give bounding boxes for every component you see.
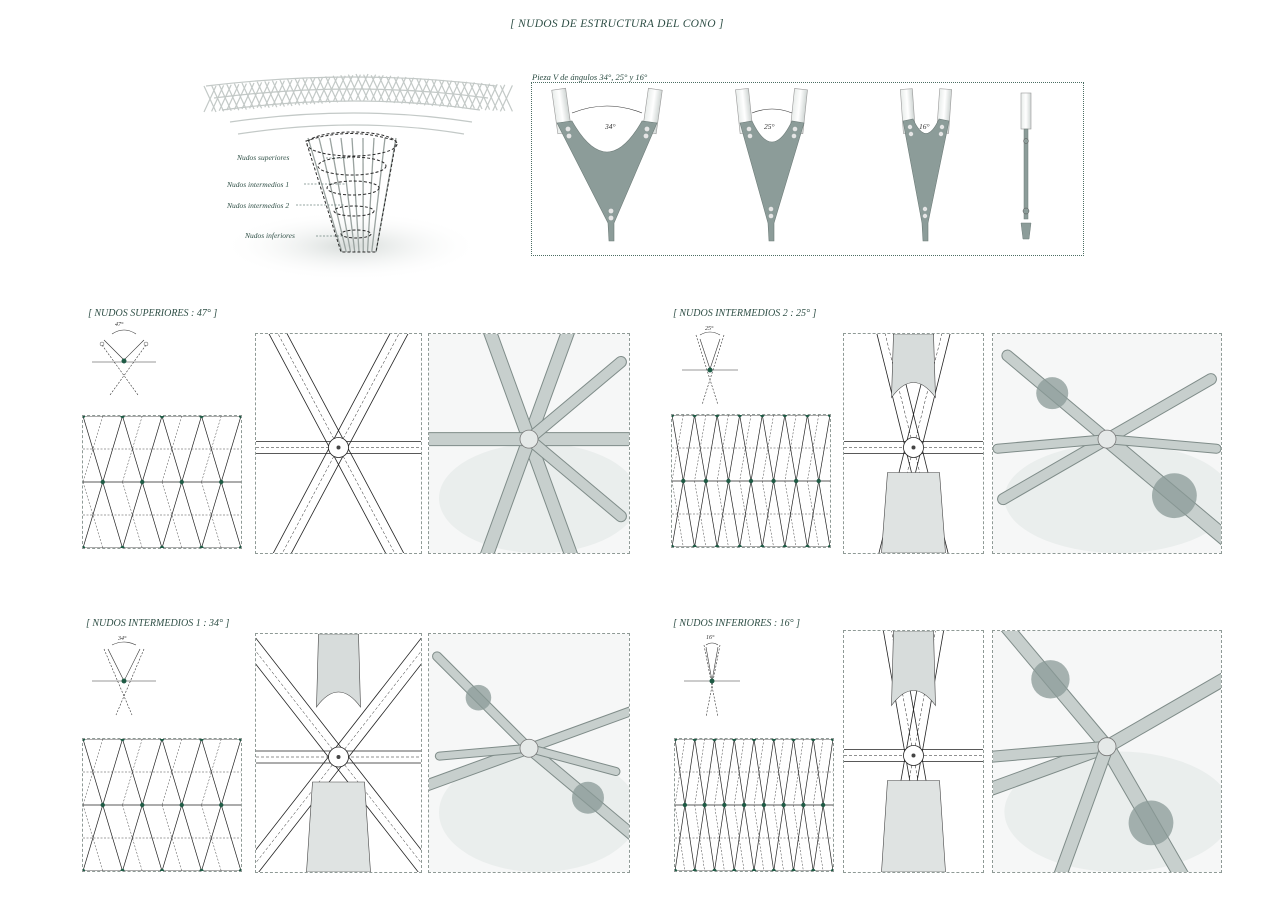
pieza-v-34 — [552, 88, 663, 241]
node-plan-inferiores — [843, 630, 984, 873]
cone-perspective — [196, 56, 516, 281]
label-leader-lines — [290, 150, 350, 240]
angle-label-inferiores: 16° — [706, 635, 715, 641]
label-nudos-inferiores: Nudos inferiores — [245, 231, 295, 240]
node-render-superiores — [428, 333, 630, 554]
angle-diagram-intermedios-1 — [90, 635, 160, 722]
node-render-intermedios-1 — [428, 633, 630, 873]
section-title-intermedios-2: [ NUDOS INTERMEDIOS 2 : 25° ] — [673, 308, 817, 319]
pieza-side-view — [1021, 93, 1031, 239]
pieza-angle-34: 34° — [605, 122, 616, 131]
pieza-angle-25: 25° — [764, 122, 775, 131]
pieza-v-16 — [900, 89, 951, 241]
section-title-inferiores: [ NUDOS INFERIORES : 16° ] — [673, 618, 801, 629]
label-nudos-intermedios-2: Nudos intermedios 2 — [227, 201, 290, 210]
angle-label-intermedios-1: 34° — [118, 636, 127, 642]
node-plan-intermedios-1 — [255, 633, 422, 873]
section-title-intermedios-1: [ NUDOS INTERMEDIOS 1 : 34° ] — [86, 618, 230, 629]
node-plan-superiores — [255, 333, 422, 554]
pieza-title: Pieza V de ángulos 34°, 25° y 16° — [532, 72, 648, 82]
pieza-drawing — [532, 83, 1083, 255]
angle-diagram-intermedios-2 — [676, 325, 746, 412]
node-render-intermedios-2 — [992, 333, 1222, 554]
angle-diagram-inferiores — [678, 635, 748, 725]
label-nudos-intermedios-1: Nudos intermedios 1 — [227, 180, 290, 189]
node-render-inferiores — [992, 630, 1222, 873]
node-plan-intermedios-2 — [843, 333, 984, 554]
pieza-box — [531, 82, 1084, 256]
angle-diagram-superiores — [90, 320, 160, 405]
page-title: [ NUDOS DE ESTRUCTURA DEL CONO ] — [510, 18, 724, 30]
pieza-v-25 — [736, 88, 808, 241]
cone-drawing — [196, 56, 516, 281]
grid-pattern-intermedios-2 — [671, 414, 831, 548]
grid-pattern-inferiores — [674, 738, 834, 872]
angle-label-intermedios-2: 25° — [705, 326, 714, 332]
angle-label-superiores: 47° — [115, 322, 124, 328]
pieza-angle-16: 16° — [919, 122, 930, 131]
section-title-superiores: [ NUDOS SUPERIORES : 47° ] — [88, 308, 218, 319]
label-nudos-superiores: Nudos superiores — [237, 153, 290, 162]
grid-pattern-intermedios-1 — [82, 738, 242, 872]
grid-pattern-superiores — [82, 415, 242, 549]
